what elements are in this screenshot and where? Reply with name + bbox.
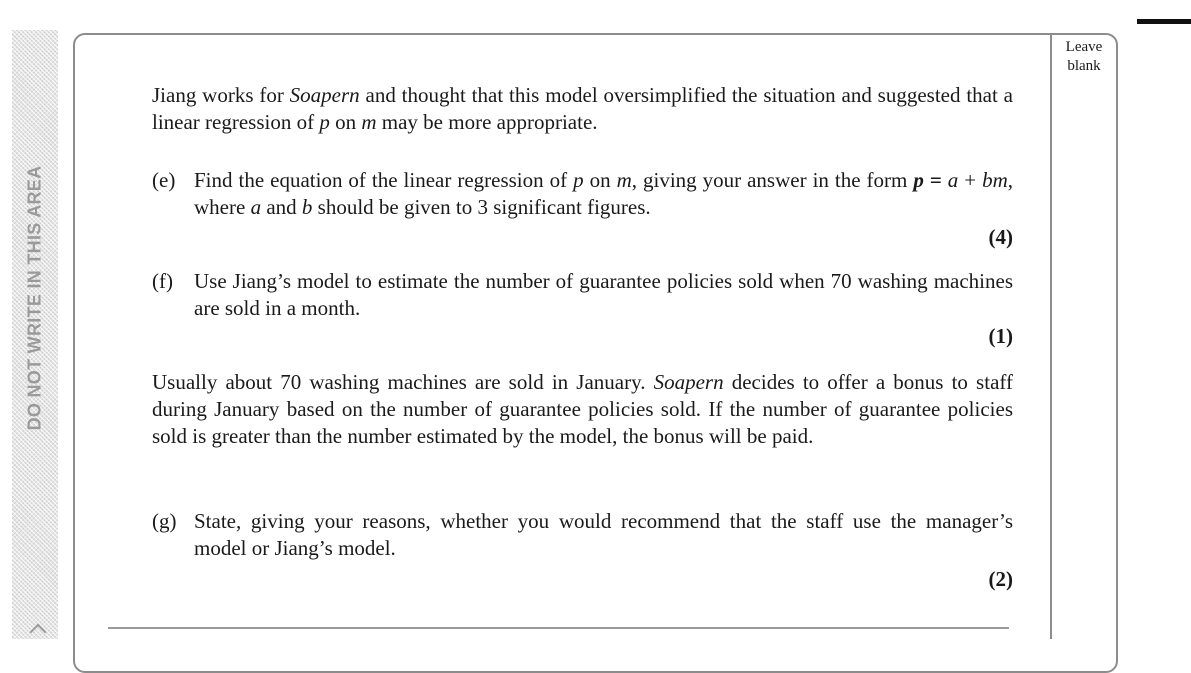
part-e-label: (e) <box>152 168 176 192</box>
part-e-question: Find the equation of the linear regression of p on m, giving your answer in the form p = a + bm, where a and b should be given to 3 significant figures. <box>194 168 1014 219</box>
top-bar <box>1137 19 1191 24</box>
part-e-marks: (4) <box>988 225 1013 249</box>
part-g-question: State, giving your reasons, whether you would recommend that the staff use the manager’s model or Jiang’s model. <box>194 509 1013 560</box>
part-f-label: (f) <box>152 269 173 293</box>
part-f-question: Use Jiang’s model to estimate the number of guarantee policies sold when 70 washing machines are sold in a month. <box>194 269 1013 320</box>
margin-warning-label: DO NOT WRITE IN THIS AREA <box>24 165 45 431</box>
intro-paragraph: Jiang works for Soapern and thought that this model oversimplified the situation and suggested that a linear regression of p on m may be more appropriate. <box>152 83 1013 134</box>
leave-blank-line1: Leave <box>1065 39 1103 55</box>
leave-blank-line2: blank <box>1067 58 1101 74</box>
answer-rule <box>108 627 1009 629</box>
context-paragraph: Usually about 70 washing machines are sold in January. Soapern decides to offer a bonus to staff during January based on the number of guarantee policies sold. If the number of guarantee policies sold is greater than the number estimated by the model, the bonus will be paid. <box>152 370 1013 448</box>
leave-blank-divider <box>1050 33 1052 639</box>
part-g-marks: (2) <box>988 567 1013 591</box>
leave-blank-label <box>1052 38 1116 76</box>
part-f-marks: (1) <box>988 324 1013 348</box>
part-g-label: (g) <box>152 509 177 533</box>
